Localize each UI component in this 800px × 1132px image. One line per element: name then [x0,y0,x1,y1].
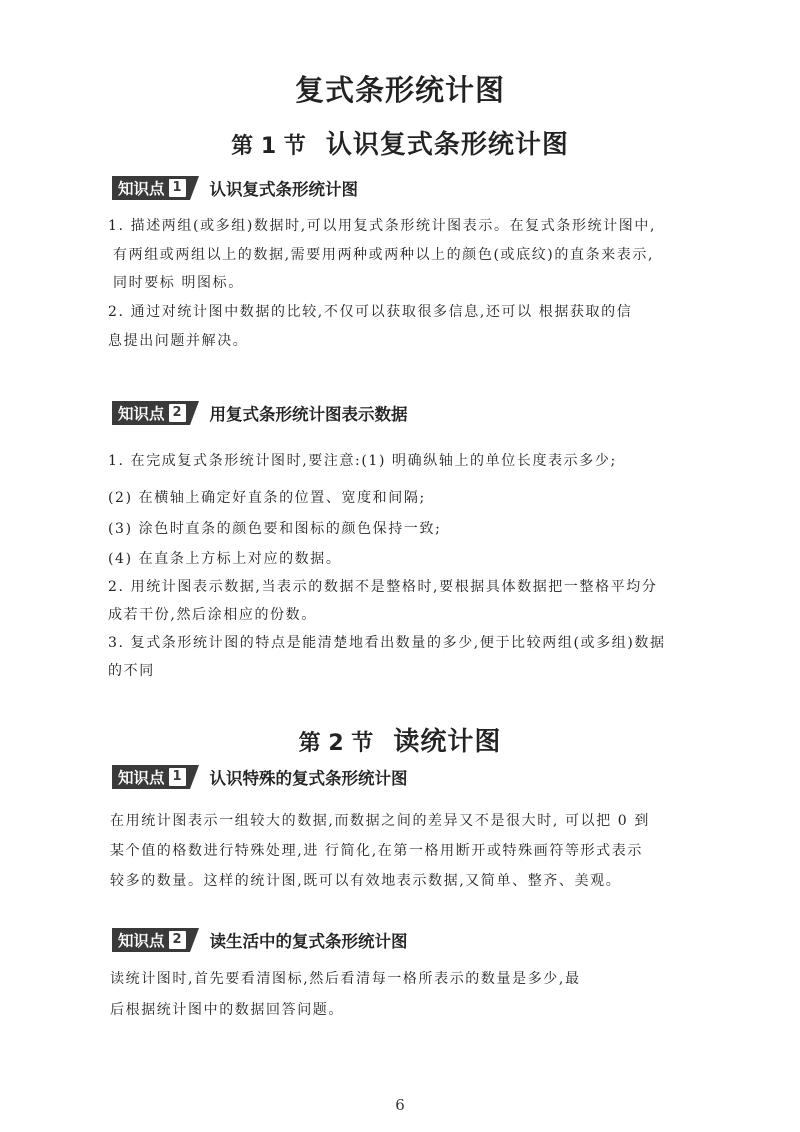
text-line: 3. 复式条形统计图的特点是能清楚地看出数量的多少,便于比较两组(或多组)数据 [108,635,666,651]
knowledge-point-badge [112,928,190,952]
text-line: 的不同 [108,663,155,679]
text-line: 同时要标 明图标。 [113,275,244,291]
badge-label: 知识点 [118,180,165,198]
section-2-name: 读统计图 [393,727,502,757]
badge-number: 1 [169,768,186,786]
knowledge-point-title: 认识特殊的复式条形统计图 [209,769,408,788]
knowledge-point-header [112,175,358,201]
text-line: 1. 在完成复式条形统计图时,要注意:(1) 明确纵轴上的单位长度表示多少; [108,453,617,469]
text-line: 有两组或两组以上的数据,需要用两种或两种以上的颜色(或底纹)的直条来表示, [113,247,655,263]
section-1-number: 第 1 节 [231,134,306,159]
page-title: 复式条形统计图 [294,73,505,107]
text-line: 某个值的格数进行特殊处理,进 行简化,在第一格用断开或特殊画符等形式表示 [110,843,643,859]
knowledge-point-header [112,400,408,426]
text-line: 1. 描述两组(或多组)数据时,可以用复式条形统计图表示。在复式条形统计图中, [108,218,657,234]
badge-label: 知识点 [118,769,165,787]
knowledge-point-badge [112,401,190,425]
badge-number: 2 [169,931,186,949]
knowledge-point-title: 读生活中的复式条形统计图 [209,932,408,951]
text-line: 成若干份,然后涂相应的份数。 [108,607,317,623]
knowledge-point-badge [112,176,190,200]
knowledge-point-title: 认识复式条形统计图 [209,180,359,199]
badge-label: 知识点 [118,932,165,950]
badge-number: 1 [169,179,186,197]
badge-label: 知识点 [118,405,165,423]
text-line: (2) 在横轴上确定好直条的位置、宽度和间隔; [108,490,426,506]
text-line: 在用统计图表示一组较大的数据,而数据之间的差异又不是很大时, 可以把 0 到 [110,813,650,829]
section-1-heading [0,124,800,161]
page-number: 6 [395,1096,405,1114]
knowledge-point-title: 用复式条形统计图表示数据 [209,405,408,424]
knowledge-point-badge [112,765,190,789]
text-line: 2. 用统计图表示数据,当表示的数据不是整格时,要根据具体数据把一整格平均分 [108,579,658,595]
text-line: 读统计图时,首先要看清图标,然后看清每一格所表示的数量是多少,最 [110,971,581,987]
text-line: 2. 通过对统计图中数据的比较,不仅可以获取很多信息,还可以 根据获取的信 [108,304,633,320]
text-line: 后根据统计图中的数据回答问题。 [110,1002,344,1018]
section-1-name: 认识复式条形统计图 [325,130,569,160]
knowledge-point-header [112,764,408,790]
text-line: (3) 涂色时直条的颜色要和图标的颜色保持一致; [108,521,442,537]
section-2-heading [0,721,800,758]
badge-number: 2 [169,404,186,422]
text-line: 较多的数量。这样的统计图,既可以有效地表示数据,又简单、整齐、美观。 [110,873,622,889]
text-line: (4) 在直条上方标上对应的数据。 [108,551,342,567]
text-line: 息提出问题并解决。 [108,333,249,349]
section-2-number: 第 2 节 [298,731,374,756]
knowledge-point-header [112,927,408,953]
